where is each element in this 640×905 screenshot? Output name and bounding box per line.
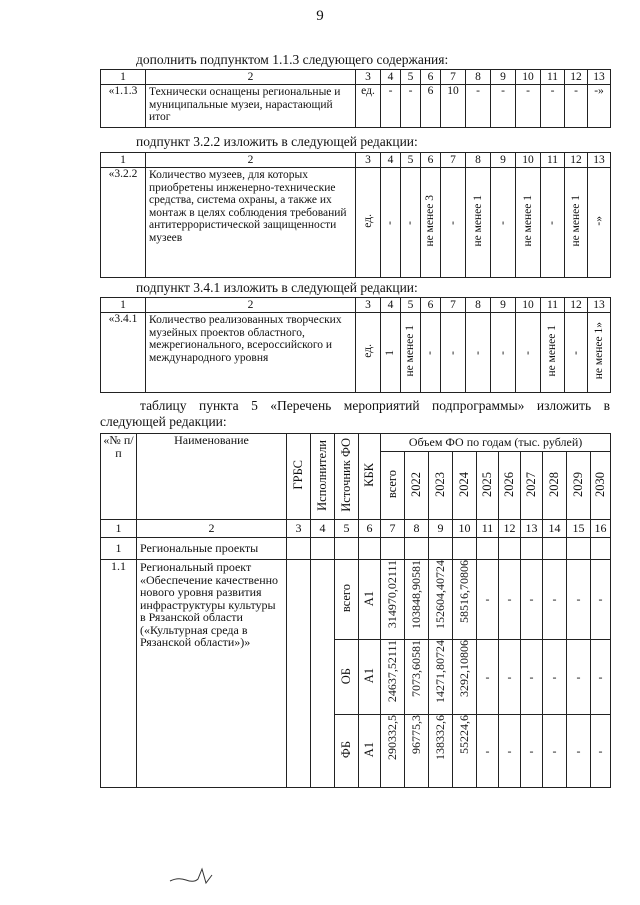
indicator-name: Количество реализованных творческих музейных проектов областного, межрегионального, всероссийского и международного уровня xyxy=(146,313,356,393)
col-num: 8 xyxy=(466,70,491,85)
col-num: 6 xyxy=(421,153,441,168)
col-num: 11 xyxy=(541,70,565,85)
col-num: 7 xyxy=(441,153,466,168)
header-total: всего xyxy=(385,470,400,499)
header-volume: Объем ФО по годам (тыс. рублей) xyxy=(381,434,611,452)
value-cell: - xyxy=(569,351,582,356)
value-cell: - xyxy=(499,640,521,715)
table-row xyxy=(101,538,611,560)
header-year: 2022 xyxy=(409,471,424,497)
source-cell: ОБ xyxy=(339,667,354,684)
value-cell: - xyxy=(491,85,516,128)
col-num: 12 xyxy=(565,70,588,85)
value-cell: -» xyxy=(588,85,611,128)
value-cell: - xyxy=(477,715,499,788)
value-cell: - xyxy=(446,221,459,226)
col-num: 8 xyxy=(466,298,491,313)
col-num: 5 xyxy=(401,153,421,168)
col-num: 10 xyxy=(516,153,541,168)
empty-cell xyxy=(567,538,591,560)
header-source: Источник ФО xyxy=(339,438,354,513)
value-cell: - xyxy=(565,85,588,128)
value-cell: 14271,80724 xyxy=(433,640,448,703)
header-year: 2026 xyxy=(502,471,517,497)
value-cell: 314970,02111 xyxy=(385,560,400,629)
empty-cell xyxy=(381,538,405,560)
value-cell: - xyxy=(401,85,421,128)
header-year: 2023 xyxy=(433,471,448,497)
value-cell: -» xyxy=(592,215,605,226)
value-cell: - xyxy=(546,221,559,226)
header-year: 2030 xyxy=(593,471,608,497)
value-cell: - xyxy=(496,351,509,356)
value-cell: 96775,3 xyxy=(409,715,424,754)
col-num: 13 xyxy=(588,70,611,85)
empty-cell xyxy=(477,538,499,560)
col-num: 6 xyxy=(421,70,441,85)
empty-cell xyxy=(359,538,381,560)
value-cell: не менее 1 xyxy=(404,324,417,377)
header-year: 2027 xyxy=(524,471,539,497)
section-3-heading: подпункт 3.4.1 изложить в следующей редакции: xyxy=(136,280,418,295)
column-number-row xyxy=(101,298,611,313)
col-num: 7 xyxy=(441,70,466,85)
header-year: 2025 xyxy=(480,471,495,497)
col-num: 16 xyxy=(591,520,611,538)
table-row xyxy=(101,168,611,278)
value-cell: - xyxy=(499,715,521,788)
source-cell: ФБ xyxy=(339,741,354,759)
empty-cell xyxy=(311,538,335,560)
value-cell: не менее 1 xyxy=(569,194,582,247)
col-num: 9 xyxy=(491,70,516,85)
kbk-cell: А1 xyxy=(362,668,377,684)
activity-name: Региональный проект «Обеспечение качественно нового уровня развития инфраструктуры культуры в Рязанской области («Культурная среда в Рязанской области»)» xyxy=(137,560,287,788)
kbk-cell: А1 xyxy=(362,590,377,606)
value-cell: не менее 1 xyxy=(546,324,559,377)
value-cell: - xyxy=(591,640,611,715)
empty-cell xyxy=(499,538,521,560)
col-num: 12 xyxy=(499,520,521,538)
col-num: 13 xyxy=(588,153,611,168)
header-year: 2024 xyxy=(457,471,472,497)
col-num: 8 xyxy=(466,153,491,168)
value-cell: - xyxy=(567,715,591,788)
empty-cell xyxy=(521,538,543,560)
col-num: 10 xyxy=(453,520,477,538)
value-cell: - xyxy=(591,560,611,640)
col-num: 11 xyxy=(477,520,499,538)
col-num: 5 xyxy=(401,298,421,313)
value-cell: 58516,70806 xyxy=(457,560,472,623)
col-num: 7 xyxy=(381,520,405,538)
header-num: «№ п/п xyxy=(101,434,137,520)
value-cell: - xyxy=(521,640,543,715)
value-cell: - xyxy=(521,715,543,788)
value-cell: - xyxy=(521,351,534,356)
value-cell: не менее 1» xyxy=(592,322,605,380)
value-cell: - xyxy=(591,715,611,788)
col-num: 9 xyxy=(491,153,516,168)
empty-cell xyxy=(335,538,359,560)
unit-cell: ед. xyxy=(361,213,374,228)
header-row-top xyxy=(101,434,611,452)
col-num: 6 xyxy=(359,520,381,538)
value-cell: не менее 1 xyxy=(521,194,534,247)
col-num: 4 xyxy=(381,153,401,168)
value-cell: не менее 3 xyxy=(424,194,437,247)
col-num: 9 xyxy=(491,298,516,313)
col-num: 9 xyxy=(429,520,453,538)
value-cell: - xyxy=(499,560,521,640)
empty-cell xyxy=(591,538,611,560)
value-cell: 152604,40724 xyxy=(433,560,448,629)
value-cell: не менее 1 xyxy=(471,194,484,247)
section-4-intro: таблицу пункта 5 «Перечень мероприятий подпрограммы» изложить в следующей редакции: xyxy=(100,398,610,429)
section-2-heading: подпункт 3.2.2 изложить в следующей редакции: xyxy=(136,134,418,149)
column-number-row xyxy=(101,520,611,538)
table-row xyxy=(101,85,611,128)
col-num: 10 xyxy=(516,70,541,85)
empty-cell xyxy=(287,560,311,788)
col-num: 5 xyxy=(335,520,359,538)
value-cell: 55224,6 xyxy=(457,715,472,754)
value-cell: 6 xyxy=(421,85,441,128)
value-cell: 3292,10806 xyxy=(457,640,472,697)
empty-cell xyxy=(543,538,567,560)
value-cell: - xyxy=(516,85,541,128)
col-num: 1 xyxy=(101,520,137,538)
unit-cell: ед. xyxy=(356,85,381,128)
value-cell: - xyxy=(466,85,491,128)
col-num: 1 xyxy=(101,298,146,313)
section-1-heading: дополнить подпунктом 1.1.3 следующего содержания: xyxy=(136,52,449,67)
row-number: «3.2.2 xyxy=(101,168,146,278)
empty-cell xyxy=(311,560,335,788)
col-num: 2 xyxy=(146,153,356,168)
col-num: 2 xyxy=(146,70,356,85)
col-num: 8 xyxy=(405,520,429,538)
value-cell: - xyxy=(446,351,459,356)
value-cell: 138332,6 xyxy=(433,715,448,760)
signature-mark xyxy=(168,865,228,887)
col-num: 14 xyxy=(543,520,567,538)
col-num: 3 xyxy=(356,298,381,313)
table-3-2-2 xyxy=(100,152,611,278)
col-num: 6 xyxy=(421,298,441,313)
activities-table xyxy=(100,433,611,788)
value-cell: - xyxy=(477,560,499,640)
table-row xyxy=(101,313,611,393)
col-num: 2 xyxy=(137,520,287,538)
empty-cell xyxy=(429,538,453,560)
value-cell: - xyxy=(424,351,437,356)
table-3-4-1 xyxy=(100,297,611,393)
col-num: 11 xyxy=(541,298,565,313)
table-1-1-3 xyxy=(100,69,611,128)
col-num: 2 xyxy=(146,298,356,313)
column-number-row xyxy=(101,70,611,85)
col-num: 3 xyxy=(356,153,381,168)
value-cell: 10 xyxy=(441,85,466,128)
value-cell: - xyxy=(567,640,591,715)
row-number: «3.4.1 xyxy=(101,313,146,393)
table-row xyxy=(101,560,611,640)
header-year: 2028 xyxy=(547,471,562,497)
col-num: 1 xyxy=(101,153,146,168)
col-num: 4 xyxy=(381,70,401,85)
value-cell: - xyxy=(477,640,499,715)
value-cell: - xyxy=(496,221,509,226)
col-num: 3 xyxy=(287,520,311,538)
header-grbs: ГРБС xyxy=(291,460,306,491)
value-cell: - xyxy=(541,85,565,128)
page-number: 9 xyxy=(316,8,324,24)
col-num: 4 xyxy=(311,520,335,538)
value-cell: 103848,90581 xyxy=(409,560,424,629)
empty-cell xyxy=(287,538,311,560)
indicator-name: Технически оснащены региональные и муниципальные музеи, нарастающий итог xyxy=(146,85,356,128)
header-executors: Исполнители xyxy=(315,439,330,511)
value-cell: - xyxy=(471,351,484,356)
header-year: 2029 xyxy=(571,471,586,497)
value-cell: - xyxy=(404,221,417,226)
kbk-cell: А1 xyxy=(362,742,377,758)
value-cell: - xyxy=(384,221,397,226)
col-num: 12 xyxy=(565,153,588,168)
row-number: «1.1.3 xyxy=(101,85,146,128)
col-num: 15 xyxy=(567,520,591,538)
empty-cell xyxy=(453,538,477,560)
value-cell: - xyxy=(381,85,401,128)
col-num: 1 xyxy=(101,70,146,85)
col-num: 4 xyxy=(381,298,401,313)
col-num: 3 xyxy=(356,70,381,85)
col-num: 12 xyxy=(565,298,588,313)
column-number-row xyxy=(101,153,611,168)
source-cell: всего xyxy=(339,584,354,613)
col-num: 10 xyxy=(516,298,541,313)
unit-cell: ед. xyxy=(361,343,374,358)
col-num: 7 xyxy=(441,298,466,313)
value-cell: - xyxy=(543,640,567,715)
col-num: 11 xyxy=(541,153,565,168)
value-cell: - xyxy=(543,715,567,788)
value-cell: - xyxy=(567,560,591,640)
header-kbk: КБК xyxy=(362,463,377,488)
value-cell: 1 xyxy=(384,349,397,356)
value-cell: - xyxy=(521,560,543,640)
col-num: 13 xyxy=(521,520,543,538)
activity-name: Региональные проекты xyxy=(137,538,287,560)
col-num: 13 xyxy=(588,298,611,313)
header-name: Наименование xyxy=(137,434,287,520)
value-cell: 7073,60581 xyxy=(409,640,424,697)
value-cell: 24637,52111 xyxy=(385,640,400,703)
empty-cell xyxy=(405,538,429,560)
indicator-name: Количество музеев, для которых приобретены инженерно-технические средства, система охраны, а также их монтаж в целях соблюдения требований антитеррористической защищенности музеев xyxy=(146,168,356,278)
row-number: 1 xyxy=(101,538,137,560)
row-number: 1.1 xyxy=(101,560,137,788)
value-cell: 290332,5 xyxy=(385,715,400,760)
value-cell: - xyxy=(543,560,567,640)
col-num: 5 xyxy=(401,70,421,85)
